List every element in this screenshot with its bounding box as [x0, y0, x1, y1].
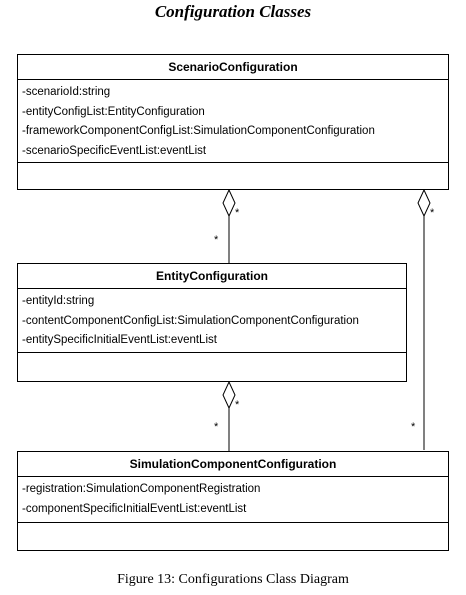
multiplicity-scenario-simcomp-part: * — [411, 421, 416, 433]
attribute: -scenarioSpecificEventList:eventList — [22, 144, 207, 157]
diagram-title: Configuration Classes — [154, 2, 312, 21]
attribute-compartment — [18, 289, 406, 353]
attribute: -entitySpecificInitialEventList:eventList — [22, 334, 217, 346]
aggregation-diamond-scenario-simcomp — [418, 190, 430, 216]
attribute: -frameworkComponentConfigList:SimulationComponentConfiguration — [22, 125, 375, 137]
multiplicity-scenario-entity-part: * — [214, 234, 219, 246]
figure-caption: Figure 13: Configurations Class Diagram — [117, 572, 349, 587]
attribute: -entityConfigList:EntityConfiguration — [22, 105, 205, 118]
aggregation-diamond-scenario-entity — [223, 190, 235, 216]
multiplicity-scenario-entity-whole: * — [235, 207, 240, 219]
class-name: SimulationComponentConfiguration — [18, 452, 448, 477]
attribute-compartment — [18, 477, 448, 523]
attribute: -contentComponentConfigList:SimulationComponentConfiguration — [22, 314, 359, 327]
class-simulation-component-configuration[interactable] — [17, 451, 449, 551]
attribute-compartment — [18, 80, 448, 163]
attribute: -entityId:string — [22, 295, 95, 307]
attribute: -registration:SimulationComponentRegistration — [22, 483, 261, 495]
multiplicity-entity-simcomp-part: * — [214, 421, 219, 433]
multiplicity-entity-simcomp-whole: * — [235, 399, 240, 411]
class-entity-configuration[interactable] — [17, 263, 407, 382]
class-scenario-configuration[interactable] — [17, 54, 449, 190]
class-name: ScenarioConfiguration — [18, 55, 448, 80]
attribute: -scenarioId:string — [22, 86, 111, 98]
multiplicity-scenario-simcomp-whole: * — [430, 207, 435, 219]
aggregation-diamond-entity-simcomp — [223, 382, 235, 408]
class-name: EntityConfiguration — [18, 264, 406, 289]
attribute: -componentSpecificInitialEventList:eventList — [22, 502, 247, 515]
